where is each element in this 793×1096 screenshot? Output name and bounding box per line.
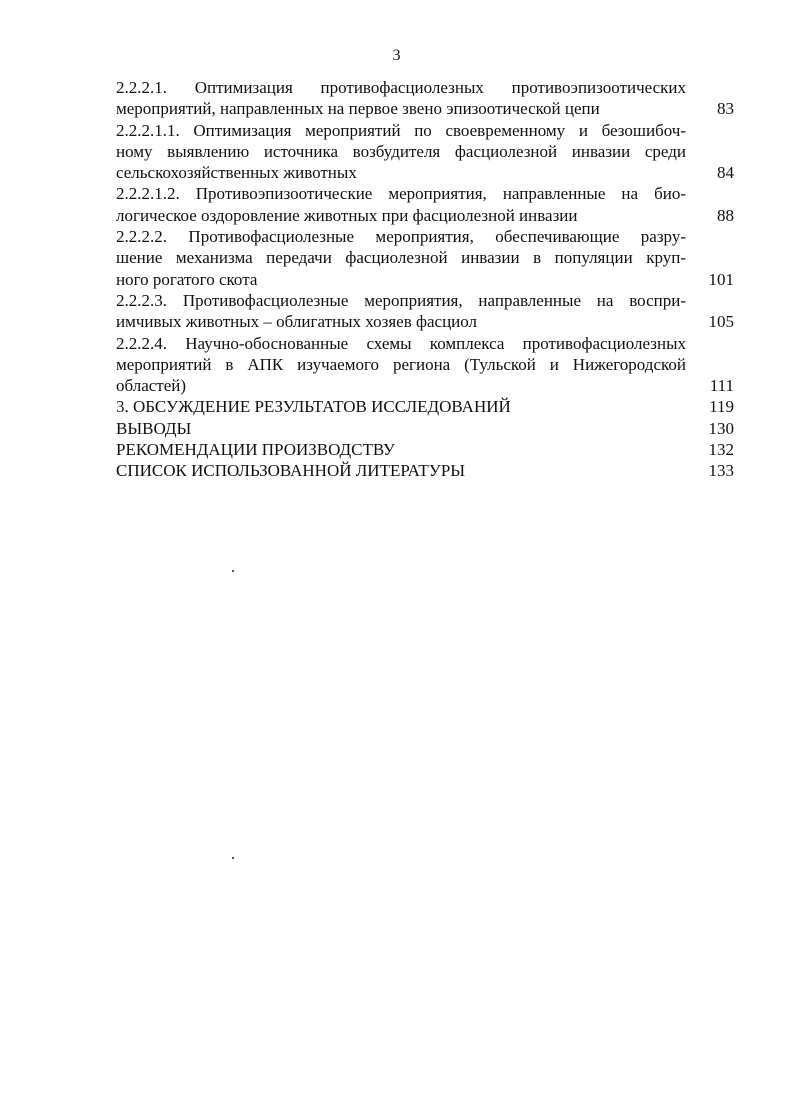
toc-entry (116, 396, 736, 417)
toc-entry-line: СПИСОК ИСПОЛЬЗОВАННОЙ ЛИТЕРАТУРЫ (116, 461, 466, 481)
toc-entry-line: 2.2.2.1.2. Противоэпизоотические мероприятия, направленные на био- (116, 184, 686, 204)
toc-entry-line: мероприятий в АПК изучаемого региона (Тульской и Нижегородской (116, 354, 686, 374)
toc-entry (116, 439, 736, 460)
scan-speck (232, 570, 234, 572)
toc-page-ref: 83 (717, 99, 734, 119)
toc-entry (116, 120, 736, 184)
toc-entry-line: сельскохозяйственных животных (116, 163, 357, 183)
toc-entry (116, 226, 736, 290)
toc-entry-line: областей) (116, 376, 187, 396)
toc-entry-line: шение механизма передачи фасциолезной инвазии в популяции круп- (116, 248, 686, 268)
toc-entry-line: ного рогатого скота (116, 269, 258, 289)
toc-page-ref: 84 (717, 163, 734, 183)
toc-entry-line: ному выявлению источника возбудителя фасциолезной инвазии среди (116, 141, 686, 161)
toc-entry-line: 2.2.2.3. Противофасциолезные мероприятия, направленные на воспри- (116, 290, 686, 310)
table-of-contents (116, 77, 736, 482)
toc-page-ref: 111 (709, 376, 734, 396)
toc-entry-line: 2.2.2.4. Научно-обоснованные схемы комплекса противофасциолезных (116, 333, 686, 353)
toc-page-ref: 105 (708, 312, 734, 332)
toc-entry-line: 3. ОБСУЖДЕНИЕ РЕЗУЛЬТАТОВ ИССЛЕДОВАНИЙ (116, 397, 511, 417)
toc-page-ref: 88 (717, 205, 734, 225)
toc-entry (116, 418, 736, 439)
toc-entry (116, 183, 736, 226)
toc-page-ref: 130 (708, 418, 734, 438)
toc-entry-line: логическое оздоровление животных при фасциолезной инвазии (116, 205, 578, 225)
toc-entry-line: 2.2.2.2. Противофасциолезные мероприятия, обеспечивающие разру- (116, 227, 686, 247)
toc-entry-line: 2.2.2.1. Оптимизация противофасциолезных противоэпизоотических (116, 78, 686, 97)
toc-page-ref: 119 (709, 397, 734, 417)
toc-page-ref: 133 (708, 461, 734, 481)
toc-entry-line: 2.2.2.1.1. Оптимизация мероприятий по своевременному и безошибоч- (116, 120, 686, 140)
toc-entry (116, 77, 736, 120)
toc-page-ref: 132 (708, 440, 734, 460)
toc-entry-line: РЕКОМЕНДАЦИИ ПРОИЗВОДСТВУ (116, 440, 395, 460)
page-number: 3 (392, 47, 401, 64)
toc-entry (116, 290, 736, 333)
toc-entry (116, 460, 736, 481)
toc-page-ref: 101 (708, 269, 734, 289)
toc-entry (116, 333, 736, 397)
toc-entry-line: ВЫВОДЫ (116, 418, 192, 438)
toc-entry-line: имчивых животных – облигатных хозяев фасциол (116, 312, 478, 332)
scan-speck (232, 857, 234, 859)
toc-entry-line: мероприятий, направленных на первое звено эпизоотической цепи (116, 99, 600, 119)
